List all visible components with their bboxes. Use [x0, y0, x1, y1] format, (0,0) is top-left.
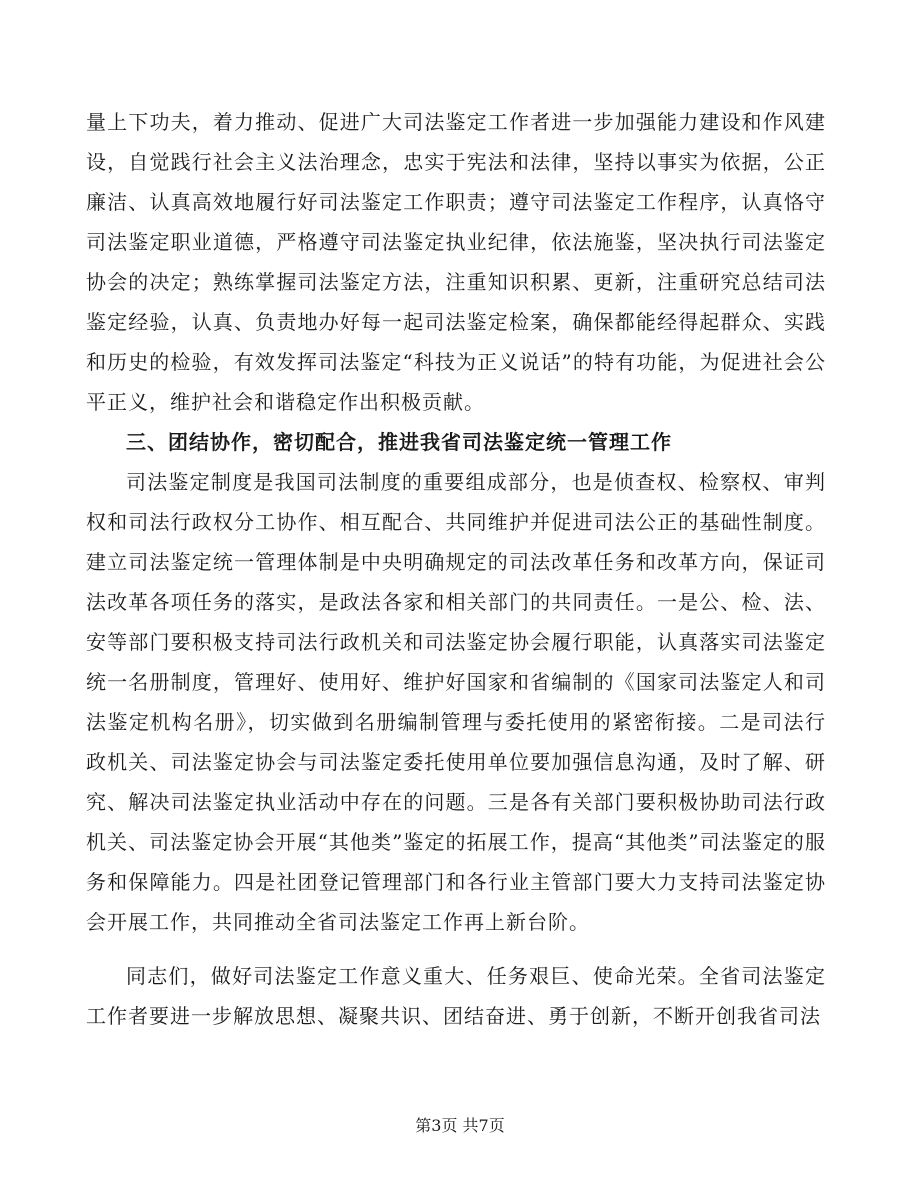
document-body — [86, 102, 826, 1036]
section-heading: 三、团结协作，密切配合，推进我省司法鉴定统一管理工作 — [126, 430, 672, 454]
paragraph-continued: 量上下功夫，着力推动、促进广大司法鉴定工作者进一步加强能力建设和作风建设，自觉践行社会主义法治理念，忠实于宪法和法律，坚持以事实为依据，公正廉洁、认真高效地履行好司法鉴定工作职责；遵守司法鉴定工作程序，认真恪守司法鉴定职业道德，严格遵守司法鉴定执业纪律，依法施鉴，坚决执行司法鉴定协会的决定；熟练掌握司法鉴定方法，注重知识积累、更新，注重研究总结司法鉴定经验，认真、负责地办好每一起司法鉴定检案，确保都能经得起群众、实践和历史的检验，有效发挥司法鉴定“科技为正义说话”的特有功能，为促进社会公平正义，维护社会和谐稳定作出积极贡献。 — [86, 110, 826, 414]
paragraph-section3: 司法鉴定制度是我国司法制度的重要组成部分，也是侦查权、检察权、审判权和司法行政权分工协作、相互配合、共同维护并促进司法公正的基础性制度。建立司法鉴定统一管理体制是中央明确规定的司法改革任务和改革方向，保证司法改革各项任务的落实，是政法各家和相关部门的共同责任。一是公、检、法、安等部门要积极支持司法行政机关和司法鉴定协会履行职能，认真落实司法鉴定统一名册制度，管理好、使用好、维护好国家和省编制的《国家司法鉴定人和司法鉴定机构名册》，切实做到名册编制管理与委托使用的紧密衔接。二是司法行政机关、司法鉴定协会与司法鉴定委托使用单位要加强信息沟通，及时了解、研究、解决司法鉴定执业活动中存在的问题。三是各有关部门要积极协助司法行政机关、司法鉴定协会开展“其他类”鉴定的拓展工作，提高“其他类”司法鉴定的服务和保障能力。四是社团登记管理部门和各行业主管部门要大力支持司法鉴定协会开展工作，共同推动全省司法鉴定工作再上新台阶。 — [86, 470, 826, 934]
paragraph-closing: 同志们，做好司法鉴定工作意义重大、任务艰巨、使命光荣。全省司法鉴定工作者要进一步解放思想、凝聚共识、团结奋进、勇于创新，不断开创我省司法 — [86, 964, 826, 1028]
page-number: 第3页 共7页 — [415, 1116, 505, 1135]
